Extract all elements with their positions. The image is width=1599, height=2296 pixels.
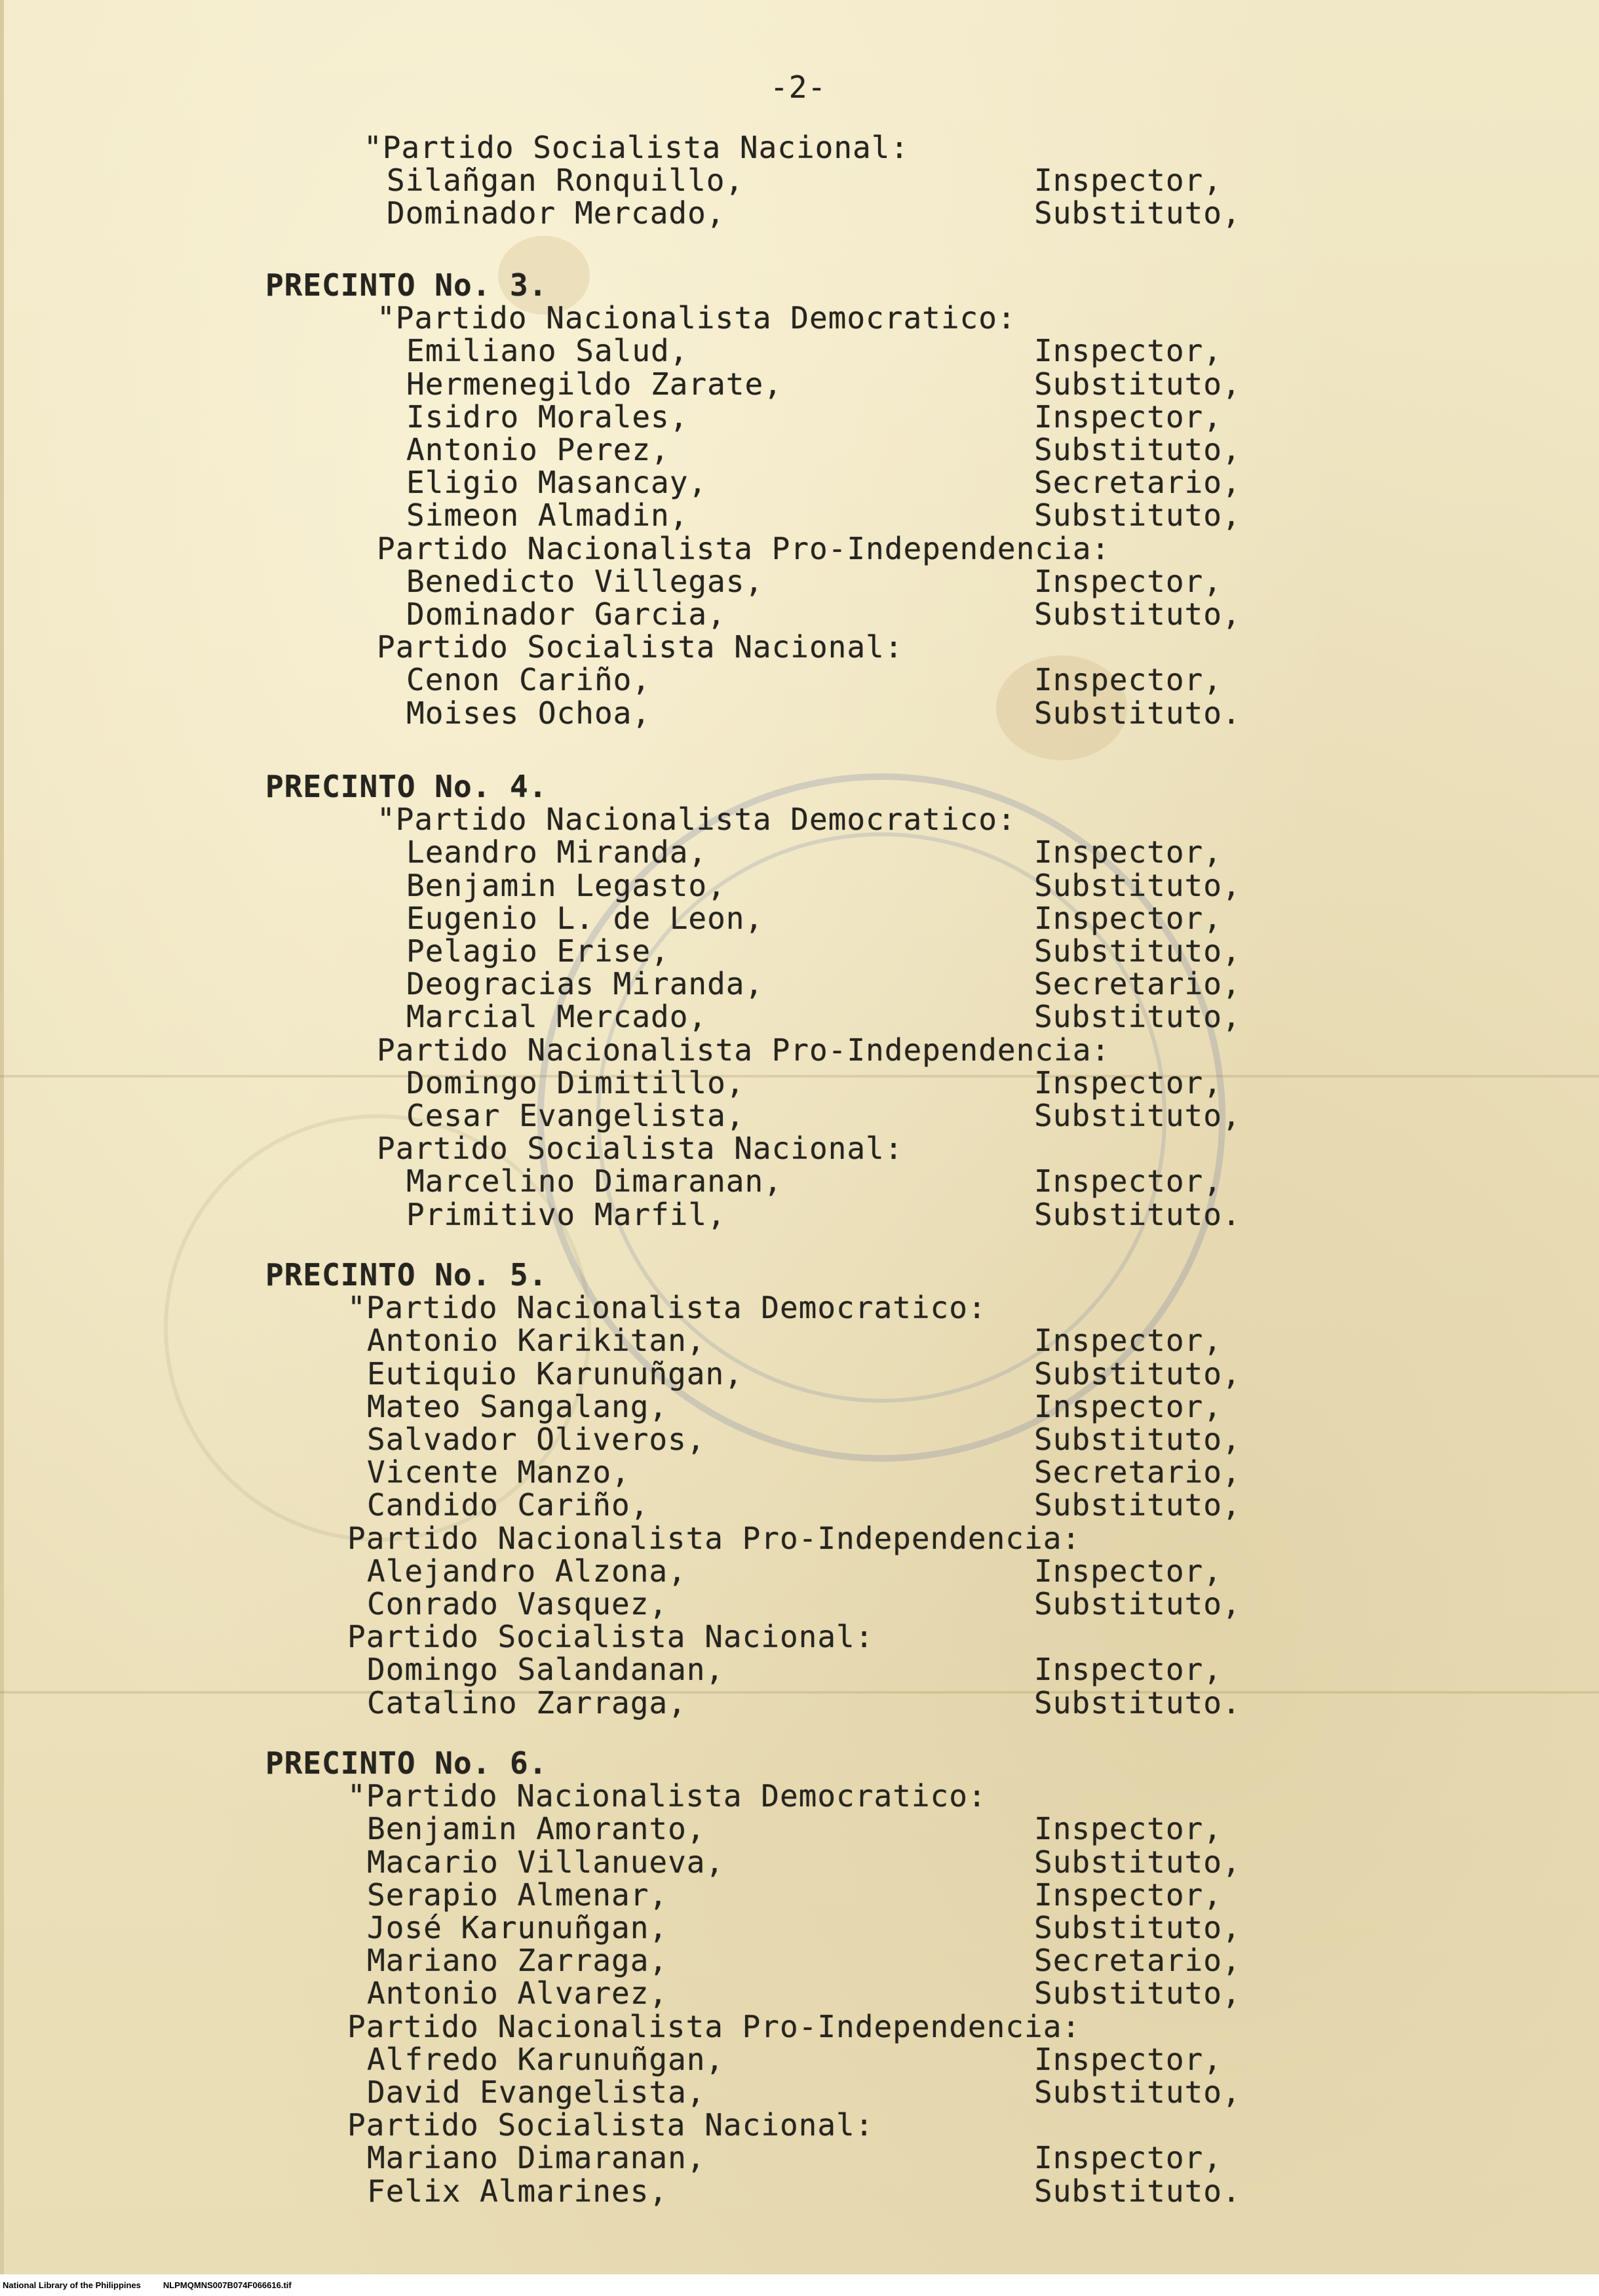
member-role: Inspector,	[1034, 163, 1222, 199]
member-role: Inspector,	[1034, 834, 1222, 870]
member-name: Conrado Vasquez,	[367, 1586, 668, 1622]
member-name: Catalino Zarraga,	[367, 1684, 687, 1721]
member-name: Emiliano Salud,	[406, 333, 689, 369]
member-name: Antonio Alvarez,	[367, 1975, 668, 2012]
footer-file-id: NLPMQMNS007B074F066616.tif	[163, 2280, 292, 2290]
party-heading: Partido Nacionalista Pro-Independencia:	[377, 530, 1111, 566]
member-name: Moises Ochoa,	[406, 695, 651, 731]
member-role: Substituto,	[1034, 432, 1241, 467]
member-role: Substituto,	[1034, 2074, 1241, 2110]
member-name: José Karunuñgan,	[367, 1910, 668, 1945]
member-role: Inspector,	[1034, 662, 1222, 698]
member-role: Substituto.	[1034, 695, 1241, 731]
member-name: Eugenio L. de Leon,	[406, 900, 764, 936]
member-name: Macario Villanueva,	[367, 1844, 725, 1880]
member-name: Mariano Zarraga,	[367, 1943, 668, 1979]
member-role: Substituto,	[1034, 1487, 1241, 1523]
member-name: Leandro Miranda,	[406, 834, 708, 870]
member-name: Salvador Oliveros,	[367, 1422, 706, 1457]
footer-library: National Library of the Philippines	[3, 2280, 141, 2290]
member-role: Secretario,	[1034, 1454, 1241, 1490]
member-role: Inspector,	[1034, 1388, 1222, 1424]
member-role: Substituto,	[1034, 1355, 1241, 1391]
member-role: Secretario,	[1034, 1943, 1241, 1979]
member-role: Inspector,	[1034, 1163, 1222, 1199]
member-name: Benjamin Legasto,	[406, 867, 726, 903]
member-role: Inspector,	[1034, 1064, 1222, 1100]
member-role: Substituto,	[1034, 1098, 1241, 1133]
member-name: Mateo Sangalang,	[367, 1388, 668, 1424]
precinct-heading: PRECINTO No. 3.	[265, 267, 548, 303]
party-heading: Partido Socialista Nacional:	[347, 1619, 874, 1655]
member-name: Pelagio Erise,	[406, 933, 670, 969]
member-role: Substituto,	[1034, 933, 1241, 969]
precinct-heading: PRECINTO No. 4.	[265, 769, 548, 804]
member-name: Domingo Dimitillo,	[406, 1064, 745, 1100]
party-heading: "Partido Nacionalista Democratico:	[347, 1290, 987, 1326]
member-role: Secretario,	[1034, 465, 1241, 501]
member-role: Substituto,	[1034, 1586, 1241, 1622]
member-role: Substituto,	[1034, 596, 1241, 632]
member-role: Substituto,	[1034, 497, 1241, 534]
member-name: Eligio Masancay,	[406, 465, 708, 501]
member-role: Inspector,	[1034, 333, 1222, 369]
member-name: Hermenegildo Zarate,	[406, 366, 782, 402]
member-role: Substituto.	[1034, 2173, 1241, 2209]
party-heading: Partido Nacionalista Pro-Independencia:	[347, 2008, 1081, 2044]
member-role: Substituto,	[1034, 1844, 1241, 1880]
member-name: Serapio Almenar,	[367, 1877, 668, 1913]
paper-edge	[0, 0, 4, 2296]
precinct-heading: PRECINTO No. 6.	[265, 1745, 548, 1781]
member-name: Deogracias Miranda,	[406, 966, 764, 1002]
member-role: Inspector,	[1034, 1811, 1222, 1847]
member-role: Substituto,	[1034, 1910, 1241, 1945]
party-heading: "Partido Nacionalista Democratico:	[377, 300, 1016, 336]
member-role: Substituto,	[1034, 867, 1241, 903]
member-name: David Evangelista,	[367, 2074, 706, 2110]
member-name: Antonio Karikitan,	[367, 1323, 706, 1359]
paper-fold-line	[0, 1691, 1599, 1694]
member-role: Substituto.	[1034, 1684, 1241, 1721]
member-name: Dominador Mercado,	[387, 195, 725, 231]
member-role: Substituto,	[1034, 1975, 1241, 2012]
member-name: Marcelino Dimaranan,	[406, 1163, 782, 1199]
member-role: Inspector,	[1034, 1652, 1222, 1688]
member-name: Silañgan Ronquillo,	[387, 163, 744, 199]
member-name: Domingo Salandanan,	[367, 1652, 725, 1688]
member-name: Dominador Garcia,	[406, 596, 726, 632]
member-role: Inspector,	[1034, 1323, 1222, 1359]
member-role: Inspector,	[1034, 563, 1222, 599]
member-role: Secretario,	[1034, 966, 1241, 1002]
party-heading: "Partido Nacionalista Democratico:	[347, 1778, 987, 1814]
member-role: Inspector,	[1034, 2041, 1222, 2077]
member-role: Inspector,	[1034, 900, 1222, 936]
page-number: -2-	[770, 69, 827, 105]
party-heading: Partido Socialista Nacional:	[347, 2107, 874, 2143]
member-role: Inspector,	[1034, 1877, 1222, 1913]
party-heading: Partido Socialista Nacional:	[377, 1131, 904, 1167]
member-name: Marcial Mercado,	[406, 999, 708, 1035]
member-name: Benedicto Villegas,	[406, 563, 764, 599]
member-role: Inspector,	[1034, 1553, 1222, 1589]
precinct-heading: PRECINTO No. 5.	[265, 1257, 548, 1293]
member-name: Primitivo Marfil,	[406, 1196, 726, 1232]
member-name: Candido Cariño,	[367, 1487, 649, 1523]
member-name: Vicente Manzo,	[367, 1454, 630, 1490]
member-name: Cesar Evangelista,	[406, 1098, 745, 1133]
member-name: Alfredo Karunuñgan,	[367, 2041, 725, 2077]
paper-fold-line	[0, 1075, 1599, 1078]
member-role: Substituto.	[1034, 1196, 1241, 1232]
party-heading: "Partido Socialista Nacional:	[364, 130, 910, 165]
member-name: Benjamin Amoranto,	[367, 1811, 706, 1847]
member-name: Isidro Morales,	[406, 399, 689, 435]
member-name: Simeon Almadin,	[406, 497, 689, 534]
party-heading: Partido Nacionalista Pro-Independencia:	[347, 1520, 1081, 1556]
member-role: Substituto,	[1034, 366, 1241, 402]
member-name: Mariano Dimaranan,	[367, 2140, 706, 2176]
party-heading: Partido Socialista Nacional:	[377, 629, 904, 665]
member-name: Alejandro Alzona,	[367, 1553, 687, 1589]
member-role: Substituto,	[1034, 195, 1241, 231]
member-name: Eutiquio Karunuñgan,	[367, 1355, 743, 1391]
party-heading: Partido Nacionalista Pro-Independencia:	[377, 1032, 1111, 1068]
member-name: Cenon Cariño,	[406, 662, 651, 698]
member-role: Inspector,	[1034, 2140, 1222, 2176]
member-name: Felix Almarines,	[367, 2173, 668, 2209]
party-heading: "Partido Nacionalista Democratico:	[377, 802, 1016, 838]
member-role: Substituto,	[1034, 1422, 1241, 1457]
member-role: Substituto,	[1034, 999, 1241, 1035]
member-name: Antonio Perez,	[406, 432, 670, 467]
member-role: Inspector,	[1034, 399, 1222, 435]
archive-footer	[0, 2274, 1599, 2296]
